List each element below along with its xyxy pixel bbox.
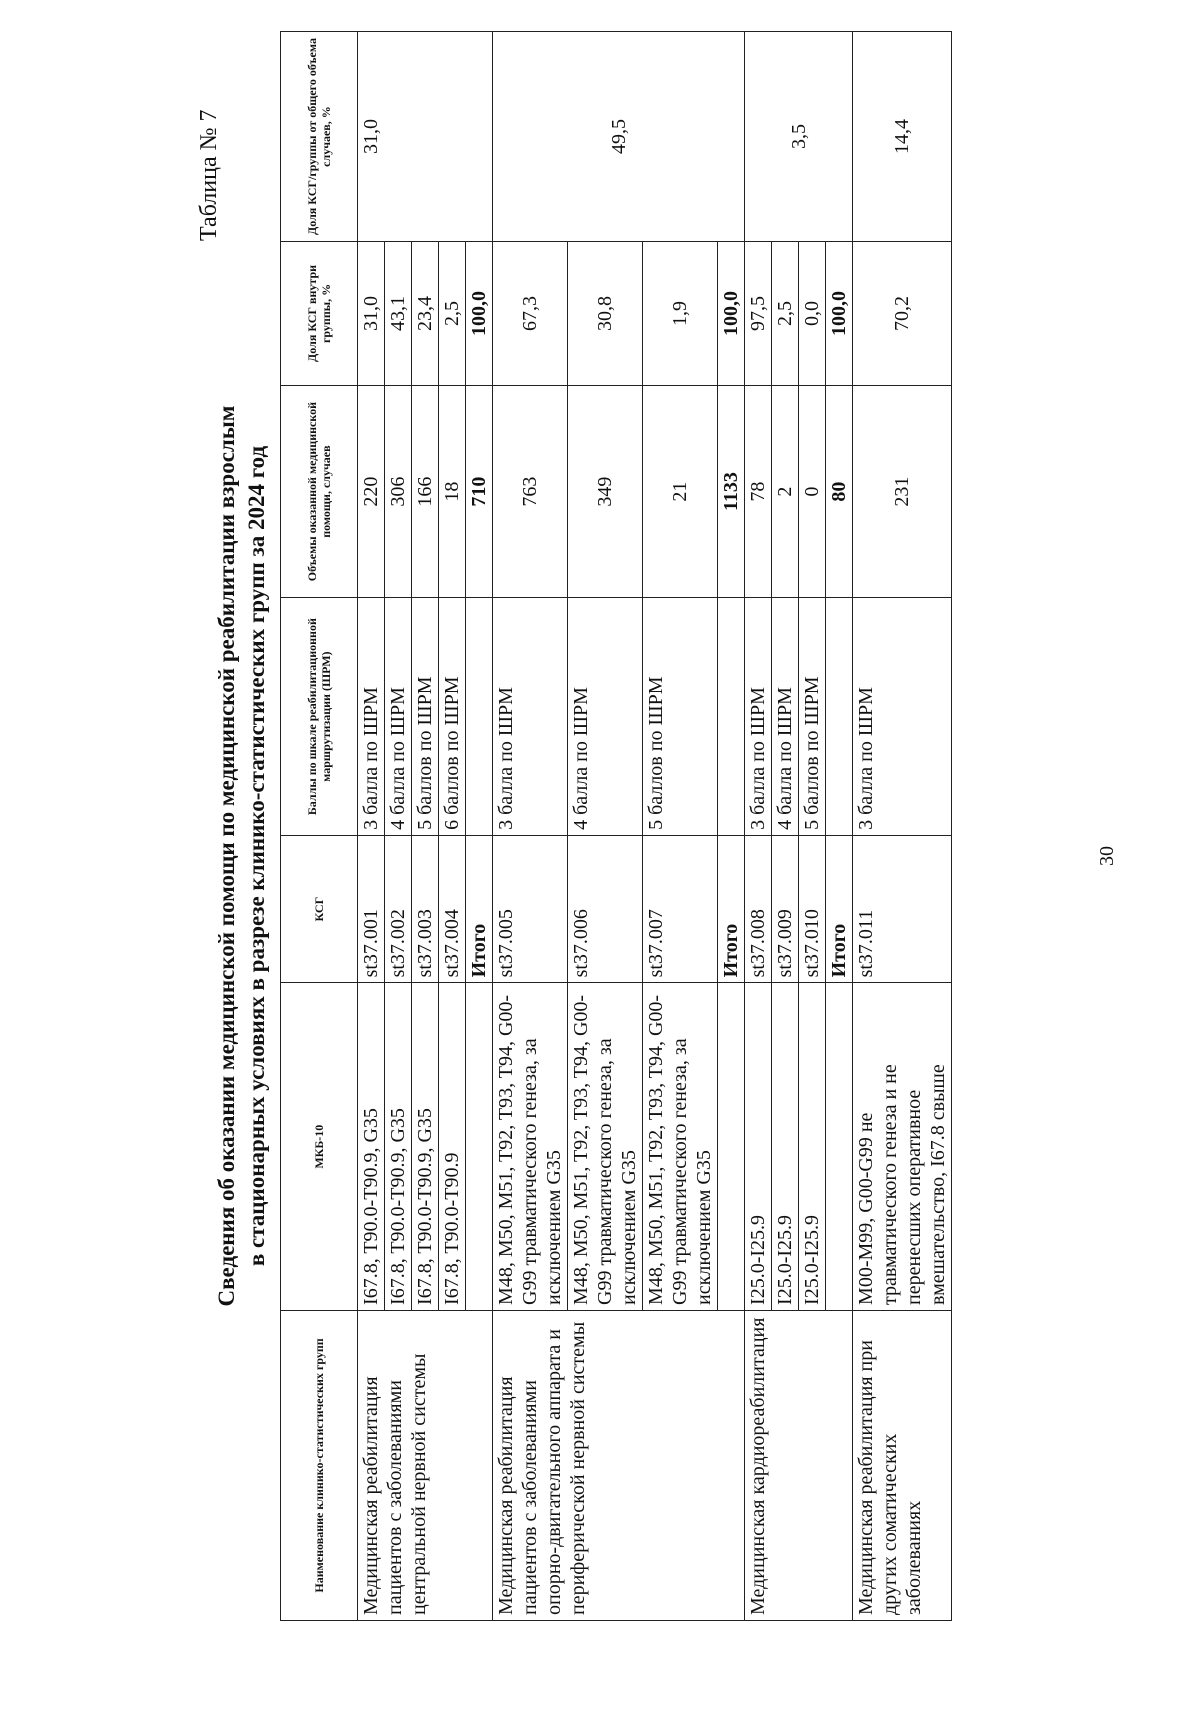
share-cell: 67,3 <box>493 242 568 386</box>
header-ksg: КСГ <box>281 835 358 983</box>
share-cell: 0,0 <box>799 242 826 386</box>
share-cell: 97,5 <box>745 242 772 386</box>
empty-cell <box>466 598 493 836</box>
empty-cell <box>718 983 745 1311</box>
mkb-cell: I67.8, T90.0-T90.9 <box>439 983 466 1311</box>
header-score: Баллы по шкале реабилитационной маршрутизации (ШРМ) <box>281 598 358 836</box>
ksg-cell: st37.007 <box>643 835 718 983</box>
mkb-cell: I67.8, T90.0-T90.9, G35 <box>385 983 412 1311</box>
group-name: Медицинская реабилитация пациентов с заболеваниями центральной нервной системы <box>358 1310 493 1620</box>
mkb-cell: I25.0-I25.9 <box>799 983 826 1311</box>
share-cell: 70,2 <box>853 242 952 386</box>
title-line-1: Сведения об оказании медицинской помощи по медицинской реабилитации взрослым <box>214 405 239 1307</box>
volume-cell: 78 <box>745 385 772 598</box>
title-line-2: в стационарных условиях в разрезе клинико-статистических групп за 2024 год <box>244 445 269 1267</box>
score-cell: 6 баллов по ШРМ <box>439 598 466 836</box>
page-number: 30 <box>1096 846 1118 866</box>
share-cell: 23,4 <box>412 242 439 386</box>
rehab-table <box>280 31 952 1621</box>
score-cell: 5 баллов по ШРМ <box>412 598 439 836</box>
mkb-cell: M48, M50, M51, T92, T93, T94, G00-G99 травматического генеза, за исключением G35 <box>568 983 643 1311</box>
table-row <box>358 32 385 1621</box>
header-share-in-group: Доля КСГ внутри группы, % <box>281 242 358 386</box>
volume-cell: 763 <box>493 385 568 598</box>
empty-cell <box>718 598 745 836</box>
ksg-cell: st37.009 <box>772 835 799 983</box>
ksg-cell: st37.004 <box>439 835 466 983</box>
mkb-cell: M00-M99, G00-G99 не травматического генеза и не перенесших оперативное вмешательство, I67.8 свыше <box>853 983 952 1311</box>
group-share-total: 14,4 <box>853 32 952 242</box>
table-row <box>853 32 952 1621</box>
total-volume: 1133 <box>718 385 745 598</box>
ksg-cell: st37.002 <box>385 835 412 983</box>
group-share-total: 3,5 <box>745 32 853 242</box>
header-volume: Объемы оказанной медицинской помощи, случаев <box>281 385 358 598</box>
group-share-total: 49,5 <box>493 32 745 242</box>
volume-cell: 306 <box>385 385 412 598</box>
ksg-cell: st37.005 <box>493 835 568 983</box>
score-cell: 4 балла по ШРМ <box>385 598 412 836</box>
group-share-total: 31,0 <box>358 32 493 242</box>
group-name: Медицинская кардиореабилитация <box>745 1310 853 1620</box>
ksg-cell: st37.010 <box>799 835 826 983</box>
table-row <box>745 32 772 1621</box>
ksg-cell: st37.006 <box>568 835 643 983</box>
mkb-cell: M48, M50, M51, T92, T93, T94, G00-G99 травматического генеза, за исключением G35 <box>493 983 568 1311</box>
header-mkb: МКБ-10 <box>281 983 358 1311</box>
volume-cell: 231 <box>853 385 952 598</box>
ksg-cell: st37.003 <box>412 835 439 983</box>
share-cell: 1,9 <box>643 242 718 386</box>
total-label: Итого <box>466 835 493 983</box>
mkb-cell: I67.8, T90.0-T90.9, G35 <box>412 983 439 1311</box>
score-cell: 5 баллов по ШРМ <box>799 598 826 836</box>
volume-cell: 166 <box>412 385 439 598</box>
share-cell: 2,5 <box>439 242 466 386</box>
empty-cell <box>826 598 853 836</box>
ksg-cell: st37.001 <box>358 835 385 983</box>
score-cell: 3 балла по ШРМ <box>493 598 568 836</box>
volume-cell: 2 <box>772 385 799 598</box>
total-label: Итого <box>826 835 853 983</box>
empty-cell <box>826 983 853 1311</box>
total-label: Итого <box>718 835 745 983</box>
volume-cell: 220 <box>358 385 385 598</box>
ksg-cell: st37.011 <box>853 835 952 983</box>
volume-cell: 349 <box>568 385 643 598</box>
group-name: Медицинская реабилитация пациентов с заболеваниями опорно-двигательного аппарата и периферической нервной системы <box>493 1310 745 1620</box>
volume-cell: 18 <box>439 385 466 598</box>
share-cell: 31,0 <box>358 242 385 386</box>
header-share-total: Доля КСГ/группы от общего объема случаев, % <box>281 32 358 242</box>
score-cell: 5 баллов по ШРМ <box>643 598 718 836</box>
score-cell: 4 балла по ШРМ <box>772 598 799 836</box>
ksg-cell: st37.008 <box>745 835 772 983</box>
score-cell: 3 балла по ШРМ <box>853 598 952 836</box>
group-name: Медицинская реабилитация при других соматических заболеваниях <box>853 1310 952 1620</box>
mkb-cell: I25.0-I25.9 <box>745 983 772 1311</box>
total-volume: 710 <box>466 385 493 598</box>
table-row <box>493 32 568 1621</box>
score-cell: 3 балла по ШРМ <box>745 598 772 836</box>
total-share: 100,0 <box>466 242 493 386</box>
empty-cell <box>466 983 493 1311</box>
mkb-cell: I25.0-I25.9 <box>772 983 799 1311</box>
share-cell: 43,1 <box>385 242 412 386</box>
total-share: 100,0 <box>826 242 853 386</box>
score-cell: 4 балла по ШРМ <box>568 598 643 836</box>
total-share: 100,0 <box>718 242 745 386</box>
share-cell: 2,5 <box>772 242 799 386</box>
score-cell: 3 балла по ШРМ <box>358 598 385 836</box>
header-group: Наименование клинико-статистических групп <box>281 1310 358 1620</box>
document-title <box>212 191 272 1521</box>
share-cell: 30,8 <box>568 242 643 386</box>
mkb-cell: I67.8, T90.0-T90.9, G35 <box>358 983 385 1311</box>
total-volume: 80 <box>826 385 853 598</box>
table-label: Таблица № 7 <box>196 109 222 241</box>
header-row <box>281 32 358 1621</box>
volume-cell: 21 <box>643 385 718 598</box>
mkb-cell: M48, M50, M51, T92, T93, T94, G00-G99 травматического генеза, за исключением G35 <box>643 983 718 1311</box>
volume-cell: 0 <box>799 385 826 598</box>
